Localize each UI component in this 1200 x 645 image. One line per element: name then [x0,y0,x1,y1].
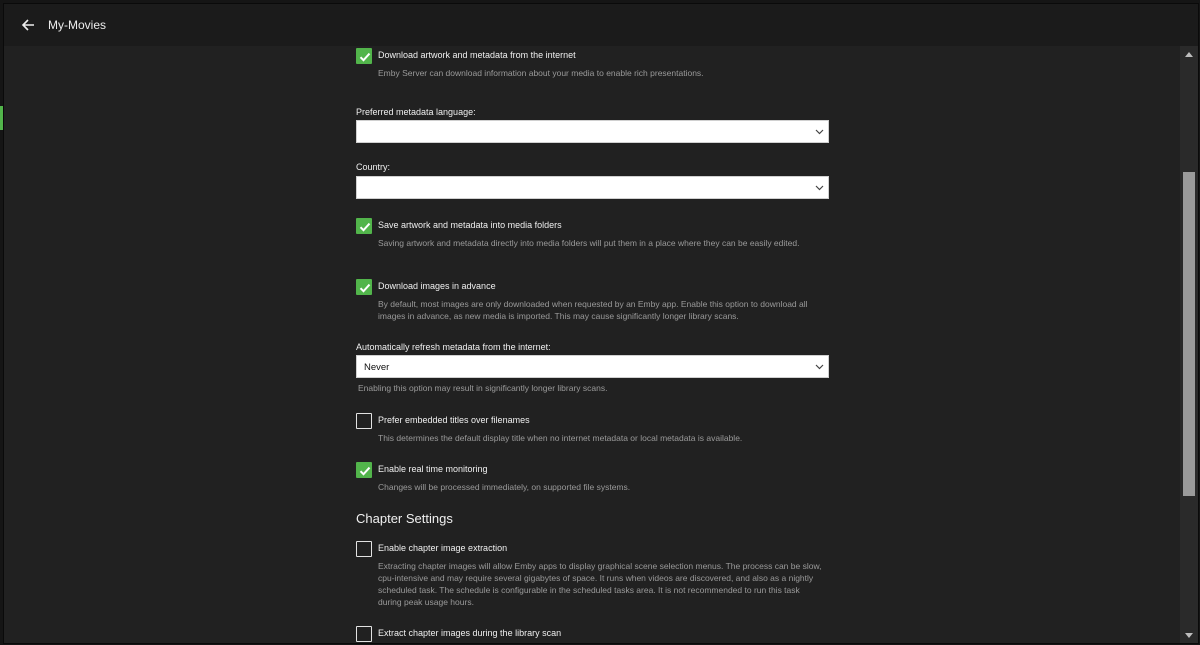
scroll-down-button[interactable] [1180,627,1198,643]
download-images-description: By default, most images are only downloaded when requested by an Emby app. Enable this option to download all images in advance, as new media is imported. This may cause significantly longer library scans. [378,299,808,321]
dialog-header [4,4,1198,46]
extract-during-scan-checkbox[interactable] [356,626,372,642]
prefer-embedded-titles-description: This determines the default display title when no internet metadata or local metadata is available. [378,433,743,443]
caret-up-icon [1185,52,1193,57]
preferred-language-label: Preferred metadata language: [356,107,476,117]
checkmark-icon [358,50,372,64]
country-label: Country: [356,162,391,172]
checkmark-icon [358,464,372,478]
prefer-embedded-titles-checkbox[interactable] [356,413,372,429]
checkmark-icon [358,220,372,234]
realtime-monitoring-checkbox[interactable] [356,462,372,478]
extract-during-scan-label: Extract chapter images during the library scan [378,628,562,638]
save-artwork-checkbox[interactable] [356,218,372,234]
scrollbar-thumb[interactable] [1183,172,1195,496]
save-artwork-label: Save artwork and metadata into media folders [378,220,562,230]
chevron-down-icon [815,364,824,370]
chapter-settings-heading: Chapter Settings [356,511,453,526]
chapter-extraction-description: Extracting chapter images will allow Emby apps to display graphical scene selection menus. The process can be slow, cpu-intensive and may require several gigabytes of space. It runs when videos are discovered, and also as a nightly scheduled task. The schedule is configurable in the scheduled tasks area. It is not recommended to run this task during peak usage hours. [378,561,822,607]
caret-down-icon [1185,633,1193,638]
auto-refresh-note: Enabling this option may result in significantly longer library scans. [358,383,608,393]
vertical-scrollbar[interactable] [1180,46,1198,643]
save-artwork-description: Saving artwork and metadata directly into media folders will put them in a place where they can be easily edited. [378,238,800,248]
back-button[interactable] [10,4,46,46]
chapter-extraction-label: Enable chapter image extraction [378,543,508,553]
arrow-left-icon [21,18,35,32]
preferred-language-select[interactable] [356,120,829,143]
auto-refresh-value: Never [364,362,390,373]
prefer-embedded-titles-label: Prefer embedded titles over filenames [378,415,530,425]
realtime-monitoring-label: Enable real time monitoring [378,464,488,474]
checkmark-icon [358,281,372,295]
auto-refresh-select[interactable] [356,355,829,378]
chevron-down-icon [815,185,824,191]
chapter-extraction-checkbox[interactable] [356,541,372,557]
download-images-checkbox[interactable] [356,279,372,295]
download-artwork-description: Emby Server can download information about your media to enable rich presentations. [378,68,704,78]
auto-refresh-label: Automatically refresh metadata from the internet: [356,342,551,352]
download-artwork-checkbox[interactable] [356,48,372,64]
dialog-title: My-Movies [48,18,107,32]
download-images-label: Download images in advance [378,281,496,291]
realtime-monitoring-description: Changes will be processed immediately, on supported file systems. [378,482,631,492]
scroll-up-button[interactable] [1180,46,1198,62]
download-artwork-label: Download artwork and metadata from the internet [378,50,576,60]
library-options-dialog [4,4,1198,643]
scroll-area [4,46,1180,643]
chevron-down-icon [815,129,824,135]
country-select[interactable] [356,176,829,199]
